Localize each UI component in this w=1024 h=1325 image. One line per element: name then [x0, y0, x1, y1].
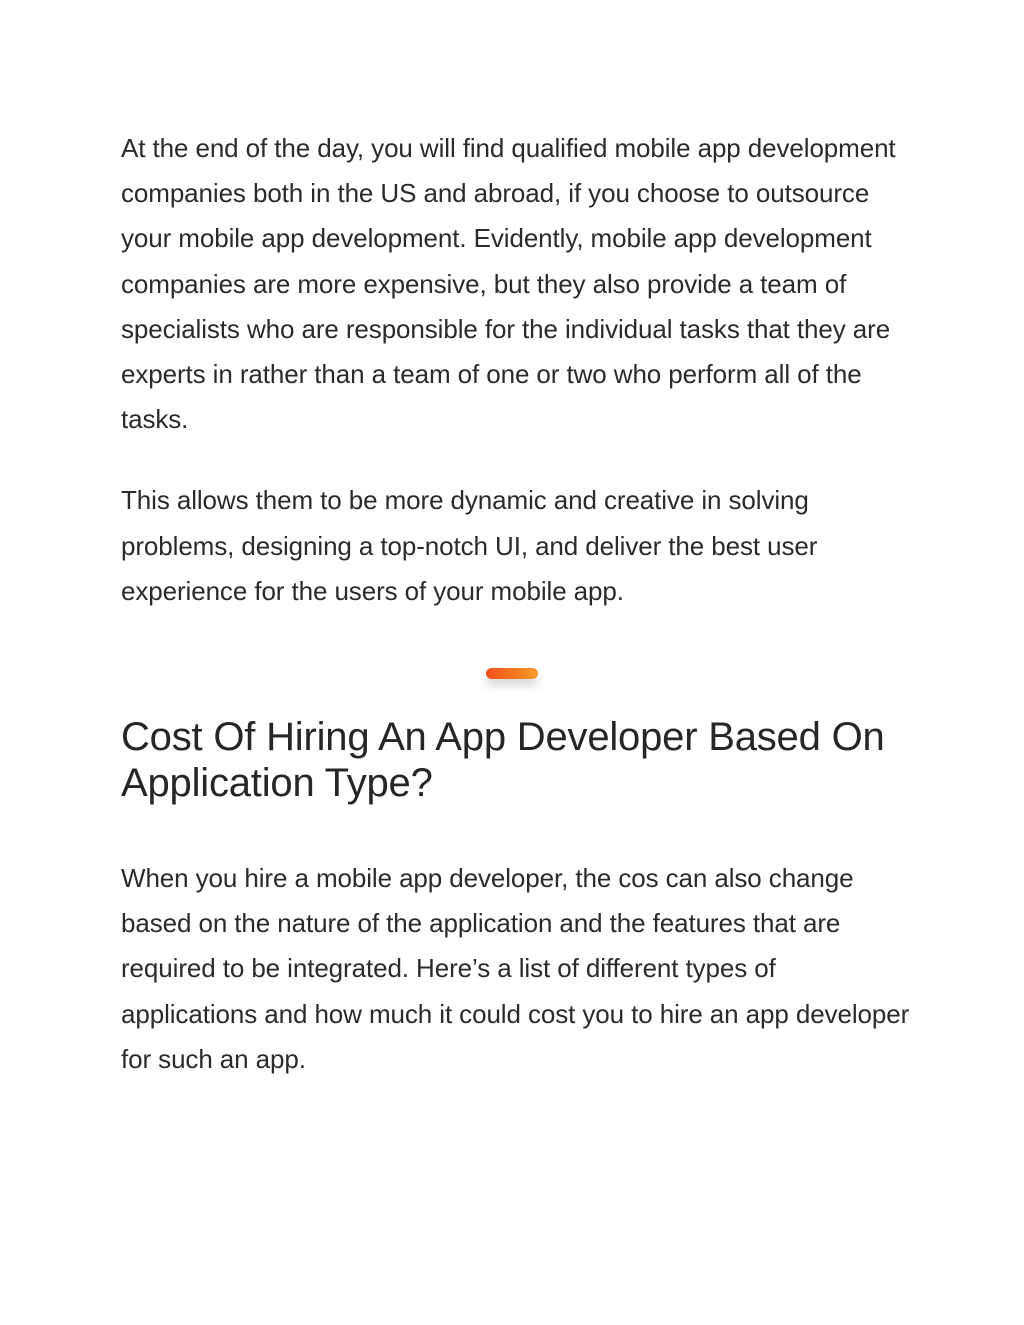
section-body [121, 856, 911, 1082]
section-divider [486, 668, 538, 679]
section-heading: Cost Of Hiring An App Developer Based On Application Type? [121, 715, 885, 805]
intro-paragraph-2: This allows them to be more dynamic and creative in solving problems, designing a top-notch UI, and deliver the best user experience for the users of your mobile app. [121, 485, 818, 606]
section-paragraph: When you hire a mobile app developer, the cos can also change based on the nature of the application and the features that are required to be integrated. Here’s a list of different types of applications and how much it could cost you to hire an app developer for such an app. [121, 863, 910, 1074]
intro-paragraph-1: At the end of the day, you will find qualified mobile app development companies both in the US and abroad, if you choose to outsource your mobile app development. Evidently, mobile app development companies are more expensive, but they also provide a team of specialists who are responsible for the individual tasks that they are experts in rather than a team of one or two who perform all of the tasks. [121, 133, 896, 435]
article-body [121, 126, 911, 1074]
